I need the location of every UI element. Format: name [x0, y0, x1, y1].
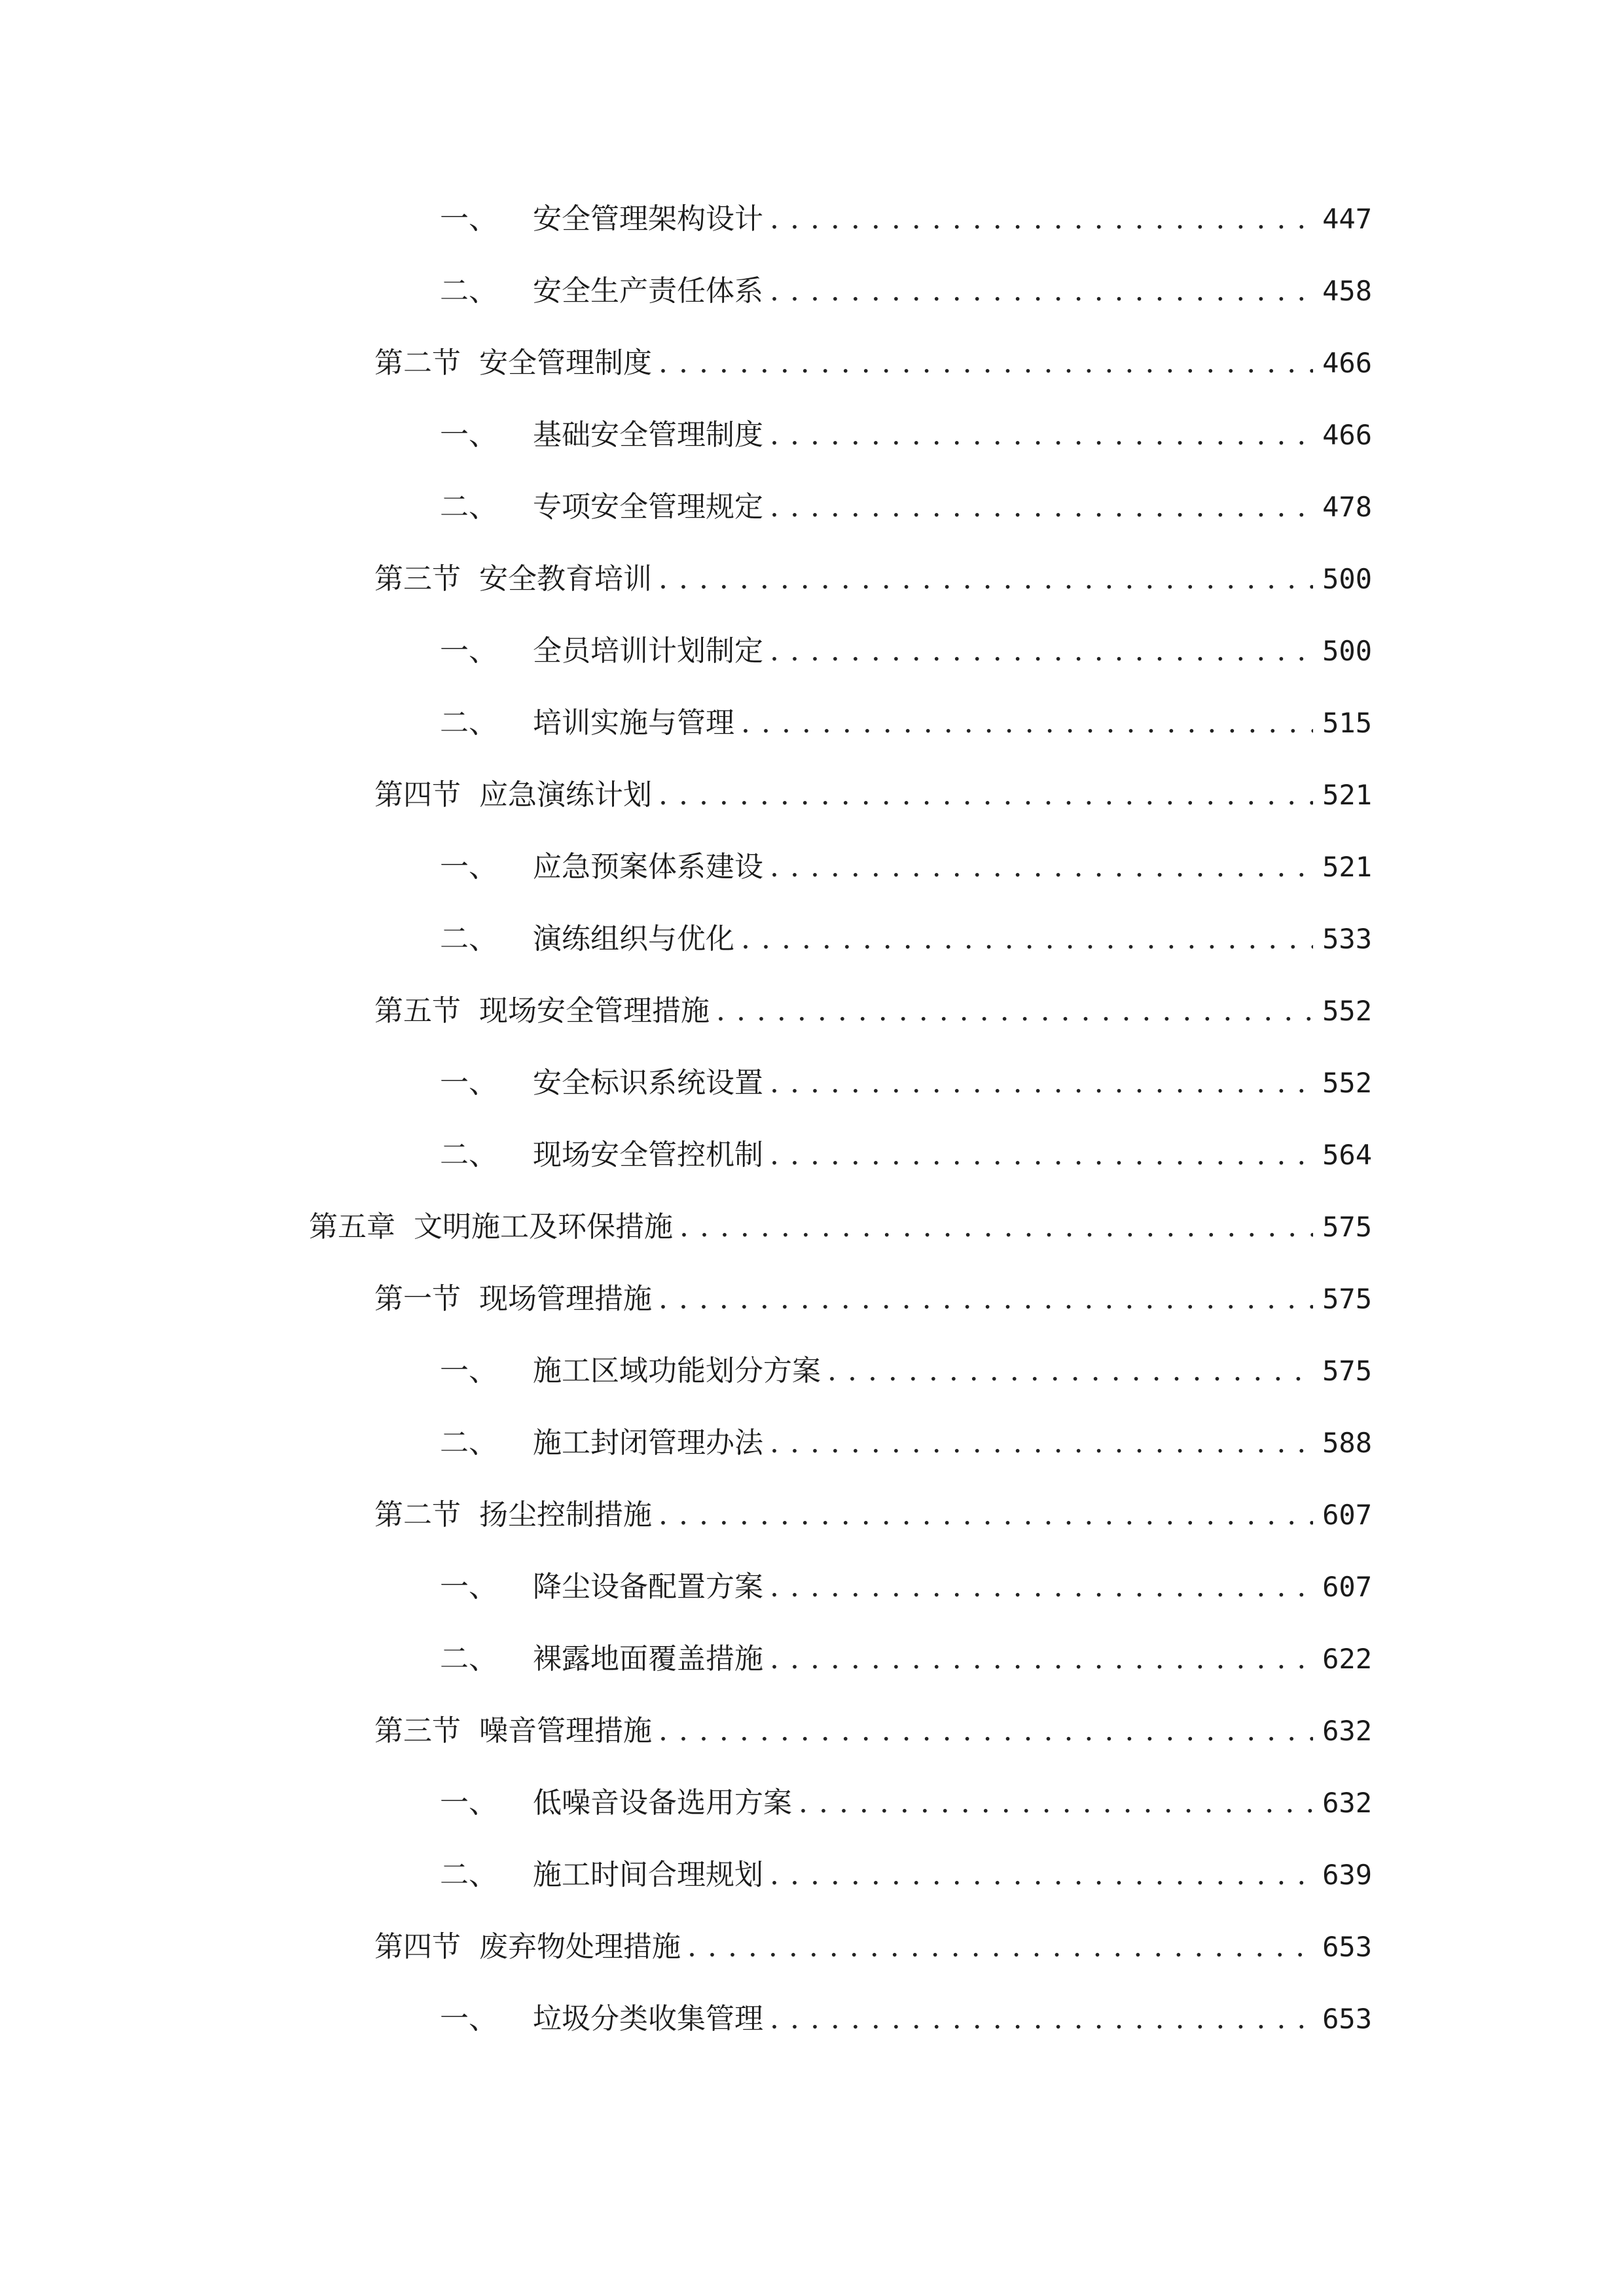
dot-leader: [659, 1276, 1313, 1322]
toc-entry-number: 第二节: [374, 1498, 461, 1532]
dot-leader: [770, 844, 1313, 890]
toc-entry-number: 二、: [440, 274, 497, 308]
toc-entry-number: 一、: [440, 2002, 497, 2036]
dot-leader: [741, 700, 1313, 746]
toc-entry-page: 632: [1322, 1715, 1372, 1747]
toc-entry[interactable]: [440, 628, 1372, 674]
toc-entry[interactable]: [440, 484, 1372, 530]
toc-entry[interactable]: [309, 1204, 1372, 1250]
dot-leader: [770, 268, 1313, 314]
dot-leader: [659, 1708, 1313, 1754]
toc-entry[interactable]: [440, 1636, 1372, 1682]
dot-leader: [659, 340, 1313, 386]
toc-entry-title: 应急演练计划: [479, 778, 652, 812]
toc-entry-number: 一、: [440, 1786, 497, 1820]
dot-leader: [770, 1852, 1313, 1898]
toc-entry-title: 裸露地面覆盖措施: [533, 1642, 763, 1676]
toc-entry[interactable]: [440, 196, 1372, 242]
toc-entry[interactable]: [374, 1492, 1372, 1538]
toc-entry-page: 458: [1322, 275, 1372, 307]
toc-entry-number: 二、: [440, 706, 497, 740]
toc-entry-page: 466: [1322, 347, 1372, 379]
toc-entry-title: 全员培训计划制定: [533, 634, 763, 668]
toc-entry-page: 575: [1322, 1211, 1372, 1243]
dot-leader: [687, 1924, 1313, 1970]
toc-entry[interactable]: [374, 772, 1372, 818]
dot-leader: [770, 412, 1313, 458]
toc-entry-title: 垃圾分类收集管理: [533, 2002, 763, 2036]
toc-entry[interactable]: [440, 1852, 1372, 1898]
toc-entry-title: 施工时间合理规划: [533, 1858, 763, 1892]
toc-entry-page: 552: [1322, 1067, 1372, 1099]
toc-entry-number: 一、: [440, 202, 497, 236]
toc-entry-title: 文明施工及环保措施: [414, 1210, 673, 1244]
toc-entry-title: 专项安全管理规定: [533, 490, 763, 524]
toc-entry-number: 一、: [440, 1354, 497, 1388]
toc-entry[interactable]: [440, 1132, 1372, 1178]
toc-entry-number: 二、: [440, 490, 497, 524]
toc-entry[interactable]: [440, 412, 1372, 458]
toc-entry-number: 一、: [440, 1066, 497, 1100]
toc-entry-title: 安全生产责任体系: [533, 274, 763, 308]
toc-entry-page: 515: [1322, 707, 1372, 739]
toc-entry-title: 废弃物处理措施: [479, 1930, 681, 1964]
dot-leader: [659, 556, 1313, 602]
toc-entry-title: 现场安全管控机制: [533, 1138, 763, 1172]
dot-leader: [659, 1492, 1313, 1538]
toc-entry[interactable]: [440, 1780, 1372, 1826]
toc-entry-page: 552: [1322, 995, 1372, 1027]
toc-entry[interactable]: [440, 1060, 1372, 1106]
toc-entry[interactable]: [440, 916, 1372, 962]
toc-entry-title: 现场安全管理措施: [479, 994, 710, 1028]
toc-entry-title: 现场管理措施: [479, 1282, 652, 1316]
toc-entry-title: 安全管理架构设计: [533, 202, 763, 236]
dot-leader: [770, 196, 1313, 242]
toc-entry-page: 521: [1322, 851, 1372, 883]
toc-entry[interactable]: [374, 1924, 1372, 1970]
toc-entry-page: 500: [1322, 635, 1372, 667]
toc-entry[interactable]: [374, 340, 1372, 386]
toc-entry-page: 607: [1322, 1499, 1372, 1531]
toc-entry-page: 478: [1322, 491, 1372, 523]
toc-entry-title: 降尘设备配置方案: [533, 1570, 763, 1604]
toc-entry-page: 632: [1322, 1787, 1372, 1819]
toc-entry-number: 一、: [440, 418, 497, 452]
toc-entry[interactable]: [440, 1348, 1372, 1394]
toc-entry[interactable]: [440, 1564, 1372, 1610]
dot-leader: [770, 1420, 1313, 1466]
toc-entry-number: 二、: [440, 1426, 497, 1460]
toc-entry-number: 一、: [440, 850, 497, 884]
toc-entry-page: 447: [1322, 203, 1372, 235]
toc-entry[interactable]: [374, 988, 1372, 1034]
dot-leader: [741, 916, 1313, 962]
toc-entry-number: 第二节: [374, 346, 461, 380]
toc-entry-title: 施工封闭管理办法: [533, 1426, 763, 1460]
dot-leader: [799, 1780, 1313, 1826]
toc-entry-number: 一、: [440, 1570, 497, 1604]
toc-entry-page: 653: [1322, 1931, 1372, 1963]
toc-entry-page: 466: [1322, 419, 1372, 451]
toc-entry-page: 639: [1322, 1859, 1372, 1891]
dot-leader: [770, 1636, 1313, 1682]
dot-leader: [716, 988, 1313, 1034]
toc-entry-title: 安全管理制度: [479, 346, 652, 380]
toc-entry-number: 二、: [440, 1858, 497, 1892]
toc-entry[interactable]: [374, 1708, 1372, 1754]
dot-leader: [770, 1564, 1313, 1610]
toc-entry-title: 安全教育培训: [479, 562, 652, 596]
toc-entry-page: 607: [1322, 1571, 1372, 1603]
toc-entry-title: 施工区域功能划分方案: [533, 1354, 821, 1388]
toc-entry-title: 演练组织与优化: [533, 922, 734, 956]
toc-entry-page: 533: [1322, 923, 1372, 955]
toc-entry[interactable]: [440, 268, 1372, 314]
toc-entry-page: 575: [1322, 1283, 1372, 1315]
dot-leader: [770, 1132, 1313, 1178]
toc-entry-number: 第三节: [374, 1714, 461, 1748]
toc-entry[interactable]: [374, 1276, 1372, 1322]
toc-entry-page: 521: [1322, 779, 1372, 811]
toc-entry[interactable]: [440, 844, 1372, 890]
toc-entry-number: 二、: [440, 1642, 497, 1676]
toc-entry-page: 500: [1322, 563, 1372, 595]
dot-leader: [770, 484, 1313, 530]
toc-entry-title: 噪音管理措施: [479, 1714, 652, 1748]
toc-entry-page: 622: [1322, 1643, 1372, 1675]
toc-entry[interactable]: [440, 1420, 1372, 1466]
toc-entry-number: 第五节: [374, 994, 461, 1028]
toc-entry-page: 653: [1322, 2003, 1372, 2035]
toc-entry-title: 扬尘控制措施: [479, 1498, 652, 1532]
dot-leader: [770, 628, 1313, 674]
toc-entry[interactable]: [374, 556, 1372, 602]
dot-leader: [827, 1348, 1313, 1394]
toc-entry-title: 培训实施与管理: [533, 706, 734, 740]
toc-entry-title: 应急预案体系建设: [533, 850, 763, 884]
dot-leader: [770, 1060, 1313, 1106]
toc-entry-number: 第五章: [309, 1210, 395, 1244]
dot-leader: [659, 772, 1313, 818]
toc-entry-title: 安全标识系统设置: [533, 1066, 763, 1100]
toc-entry-number: 第四节: [374, 778, 461, 812]
toc-entry[interactable]: [440, 700, 1372, 746]
toc-entry-number: 第三节: [374, 562, 461, 596]
toc-entry-title: 基础安全管理制度: [533, 418, 763, 452]
toc-entry-title: 低噪音设备选用方案: [533, 1786, 792, 1820]
toc-entry-number: 一、: [440, 634, 497, 668]
toc-entry-number: 二、: [440, 922, 497, 956]
dot-leader: [770, 1996, 1313, 2042]
toc-entry-page: 575: [1322, 1355, 1372, 1387]
toc-entry[interactable]: [440, 1996, 1372, 2042]
dot-leader: [679, 1204, 1313, 1250]
toc-entry-number: 第一节: [374, 1282, 461, 1316]
toc-entry-page: 588: [1322, 1427, 1372, 1459]
toc-entry-number: 二、: [440, 1138, 497, 1172]
toc-entry-page: 564: [1322, 1139, 1372, 1171]
toc-entry-number: 第四节: [374, 1930, 461, 1964]
